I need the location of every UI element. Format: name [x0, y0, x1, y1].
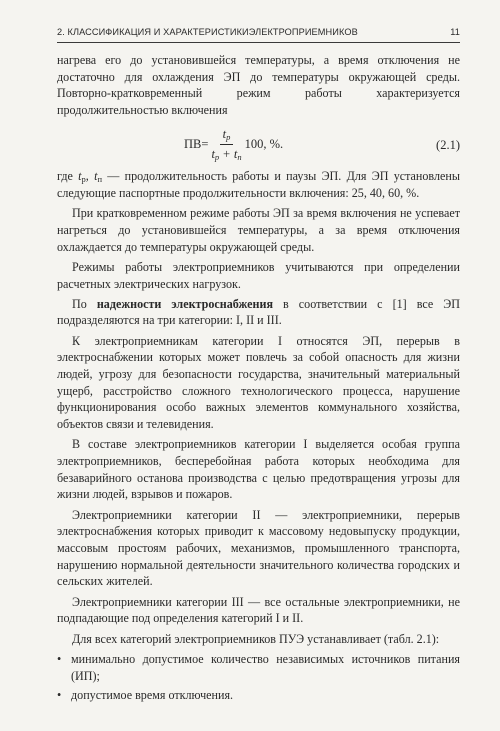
bullet-item — [57, 687, 460, 704]
bullet-text: минимально допустимое количество независимых источников питания (ИП); — [71, 651, 460, 683]
formula-num-var: t — [222, 127, 227, 142]
formula-denominator — [211, 145, 241, 163]
bullet-mark: • — [57, 651, 62, 666]
p2-rest: — продолжительность работы и паузы ЭП. Для ЭП установлены следующие паспортные продолжительности включения: 25, 40, 60, %. — [57, 169, 460, 201]
paragraph: нагрева его до установившейся температуры, а время отключения не достаточно для охлаждения ЭП до температуры окружающей среды. Повторно-кратковременный режим работы характеризуется продолжительностью включения — [57, 53, 460, 118]
paragraph: При кратковременном режиме работы ЭП за время включения не успевает нагреться до установившейся температуры, а за время отключения охлаждается до температуры окружающей среды. — [57, 206, 460, 254]
bullet-item — [57, 651, 460, 684]
equation-number: (2.1) — [436, 138, 460, 153]
formula-den-sub1: р — [214, 152, 220, 163]
p2-sub-tn: п — [97, 174, 103, 185]
bullet-mark: • — [57, 688, 62, 703]
formula-num-sub: р — [226, 132, 231, 143]
paragraph: К электроприемникам категории I относятся ЭП, перерыв в электроснабжении которых может повлечь за собой опасность для жизни людей, угрозу для безопасности государства, значительный материальный ущерб, расстройство сложного технологического процесса, нарушение функционирования особо важных элементов коммунального хозяйства, объектов связи и телевидения. — [57, 333, 460, 432]
p5-lead: По — [72, 296, 97, 311]
formula-tail: 100, %. — [244, 137, 284, 152]
running-header — [57, 24, 460, 43]
formula-den-var2: t — [233, 147, 238, 162]
formula-lhs: ПВ — [184, 137, 202, 152]
paragraph: Электроприемники категории III — все остальные электроприемники, не подпадающие под определения категорий I и II. — [57, 594, 460, 626]
p2-sep: , — [85, 169, 95, 184]
p5-rest: в соответствии с [1] все ЭП подразделяются на три категории: I, II и III. — [57, 296, 460, 328]
page-body — [57, 52, 460, 707]
paragraph-reliability — [57, 296, 460, 329]
formula-den-var1: t — [211, 147, 215, 162]
p5-bold-term: надежности электроснабжения — [96, 296, 274, 311]
paragraph: В составе электроприемников категории I выделяется особая группа электроприемников, бесперебойная работа которых необходима для безаварийного останова производства с целью предотвращения угрозы для жизни людей, взрывов и пожаров. — [57, 437, 460, 502]
paragraph-definitions — [57, 168, 460, 201]
page-number: 11 — [450, 27, 460, 37]
paragraph: Электроприемники категории II — электроприемники, перерыв электроснабжения которых приводит к массовому недовыпуску продукции, массовым простоям рабочих, механизмов, промышленного транспорта, нарушению нормальной деятельности значительного количества городских и сельских жителей. — [57, 507, 460, 589]
formula-expression — [184, 126, 283, 162]
running-title: 2. КЛАССИФИКАЦИЯ И ХАРАКТЕРИСТИКИЭЛЕКТРОПРИЕМНИКОВ — [57, 27, 358, 37]
formula-equals: = — [201, 137, 209, 152]
p2-sub-tp: р — [81, 174, 86, 185]
formula-den-sub2: п — [237, 152, 242, 163]
p2-var-tp: t — [78, 169, 82, 184]
paragraph: Для всех категорий электроприемников ПУЭ устанавливает (табл. 2.1): — [72, 631, 440, 646]
paragraph: Режимы работы электроприемников учитываются при определении расчетных электрических нагрузок. — [57, 259, 460, 291]
p2-var-tn: t — [94, 169, 98, 184]
formula-fraction — [211, 126, 241, 162]
formula-numerator — [220, 126, 234, 145]
bullet-text: допустимое время отключения. — [71, 688, 234, 703]
formula-2-1 — [57, 122, 460, 164]
formula-den-plus: + — [219, 147, 234, 162]
p2-prefix: где — [57, 169, 79, 184]
